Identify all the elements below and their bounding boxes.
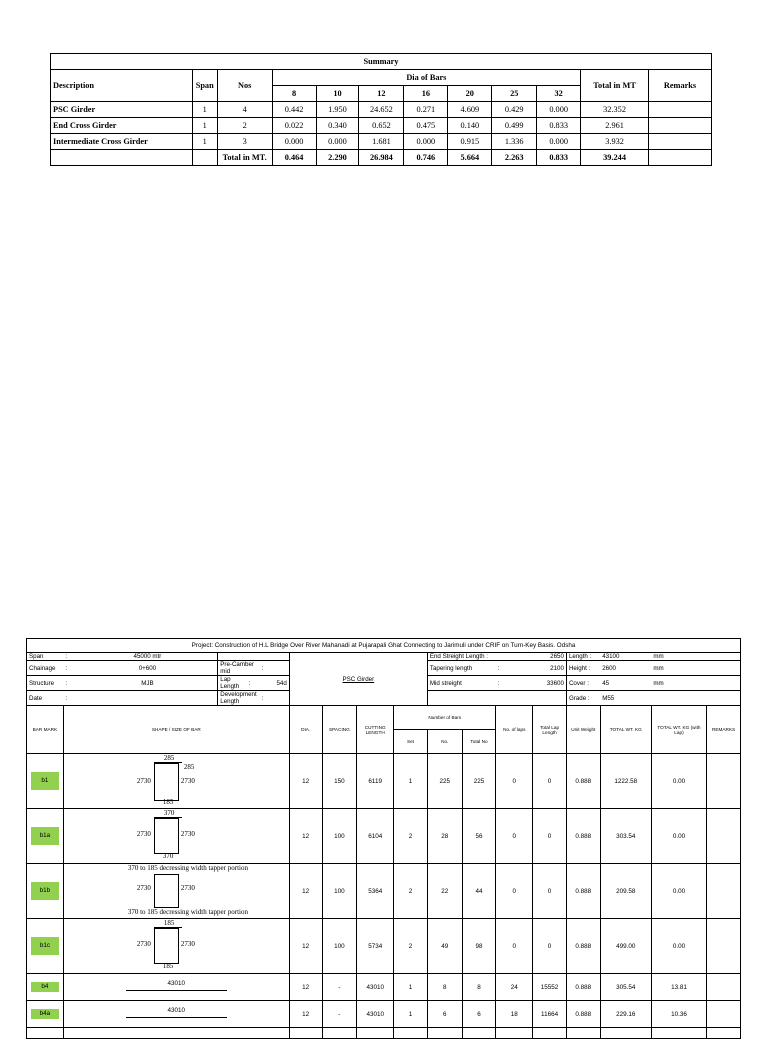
bar-set: 2 (394, 809, 428, 864)
bar-mark: b1c (27, 919, 64, 974)
info-sep: : (63, 653, 77, 661)
info-unit-grade (651, 691, 740, 706)
header-unit-weight: Unit Weight (566, 706, 600, 754)
bar-spacing: - (322, 1001, 357, 1028)
row-value: 24.652 (359, 102, 404, 118)
bar-laps: 0 (496, 864, 533, 919)
info-value-length: 43100 (600, 653, 651, 661)
bar-total-no: 225 (462, 754, 496, 809)
bar-remarks (707, 754, 741, 809)
bar-unit-weight: 0.888 (566, 754, 600, 809)
bar-mark: b4 (27, 974, 64, 1001)
total-row-value: 2.263 (492, 150, 537, 166)
bar-remarks (707, 1001, 741, 1028)
header-dia-of-bars: Dia of Bars (272, 70, 581, 86)
table-row (27, 809, 741, 864)
info-label-structure: Structure (27, 676, 64, 691)
info-label-end-streight: End Streight Length : (427, 653, 532, 661)
bar-shape: 370 to 185 decressing width tapper portion 2730 2730 370 to 185 decressing width tapper portion (63, 864, 289, 919)
info-value-grade: M55 (600, 691, 651, 706)
info-label-span: Span (27, 653, 64, 661)
row-description: Intermediate Cross Girder (51, 134, 193, 150)
header-nos: Nos (217, 70, 272, 102)
bar-total-wt-lap: 0.00 (651, 754, 706, 809)
info-row (27, 653, 741, 661)
bar-laps: 18 (496, 1001, 533, 1028)
total-row-blank (192, 150, 217, 166)
row-value: 0.140 (448, 118, 492, 134)
info-label-development-length: Development Length (218, 691, 260, 706)
dia-header: 20 (448, 86, 492, 102)
total-row-value: 2.290 (316, 150, 359, 166)
row-value: 0.000 (404, 134, 448, 150)
row-total: 2.961 (581, 118, 649, 134)
bar-no: 8 (427, 974, 462, 1001)
bar-lap-length: 11664 (533, 1001, 567, 1028)
row-value: 1.950 (316, 102, 359, 118)
table-row (27, 974, 741, 1001)
bar-unit-weight: 0.888 (566, 919, 600, 974)
dia-header: 16 (404, 86, 448, 102)
bar-total-no: 56 (462, 809, 496, 864)
summary-title-row (51, 54, 712, 70)
row-value: 0.000 (272, 134, 316, 150)
bar-cutting-length: 6104 (357, 809, 394, 864)
bar-total-wt: 499.00 (600, 919, 651, 974)
row-span: 1 (192, 118, 217, 134)
info-sep: : (496, 676, 533, 691)
bar-remarks (707, 809, 741, 864)
bar-no: 22 (427, 864, 462, 919)
bar-mark: b4a (27, 1001, 64, 1028)
total-row-blank (51, 150, 193, 166)
summary-row-psc-girder (51, 102, 712, 118)
row-nos: 2 (217, 118, 272, 134)
bbs-header-row (27, 706, 741, 730)
row-value: 4.609 (448, 102, 492, 118)
bar-total-no: 6 (462, 1001, 496, 1028)
total-row-value: 0.746 (404, 150, 448, 166)
info-sep: : (63, 691, 77, 706)
bar-dia: 12 (289, 864, 322, 919)
summary-row-intermediate-cross-girder (51, 134, 712, 150)
bar-mark: b1b (27, 864, 64, 919)
row-description: End Cross Girder (51, 118, 193, 134)
header-remarks: Remarks (649, 70, 712, 102)
row-value: 0.833 (537, 118, 581, 134)
summary-table (50, 53, 712, 166)
bar-spacing: 100 (322, 919, 357, 974)
info-label-chainage: Chainage (27, 661, 64, 676)
row-value: 0.022 (272, 118, 316, 134)
bar-total-no: 8 (462, 974, 496, 1001)
row-value: 0.000 (537, 134, 581, 150)
info-label-pre-camber: Pre-Camber mid (218, 661, 260, 676)
bar-total-wt-lap: 10.36 (651, 1001, 706, 1028)
info-label-blank (218, 653, 260, 661)
bar-set: 1 (394, 974, 428, 1001)
table-row (27, 1028, 741, 1039)
total-row-value: 0.833 (537, 150, 581, 166)
header-cutting-length: CUTTING LENGTH (357, 706, 394, 754)
total-row-remarks (649, 150, 712, 166)
total-row-value: 0.464 (272, 150, 316, 166)
info-sep: : (246, 676, 259, 691)
header-no: No. (427, 730, 462, 754)
row-span: 1 (192, 134, 217, 150)
info-value-mid-streight: 33600 (533, 676, 567, 691)
row-value: 0.000 (537, 102, 581, 118)
header-bar-mark: BAR MARK (27, 706, 64, 754)
row-nos: 4 (217, 102, 272, 118)
header-remarks: REMARKS (707, 706, 741, 754)
bar-cutting-length: 6119 (357, 754, 394, 809)
bar-laps: 0 (496, 809, 533, 864)
bar-shape: 185 2730 2730 185 (63, 919, 289, 974)
bar-mark: b1a (27, 809, 64, 864)
total-row-total: 39.244 (581, 150, 649, 166)
info-value-cover: 45 (600, 676, 651, 691)
info-value-height: 2600 (600, 661, 651, 676)
row-value: 0.340 (316, 118, 359, 134)
bar-spacing: 100 (322, 864, 357, 919)
info-label-date: Date (27, 691, 64, 706)
header-laps: No. of laps (496, 706, 533, 754)
bar-laps: 0 (496, 754, 533, 809)
bar-total-wt-lap: 0.00 (651, 864, 706, 919)
info-value-blank (260, 653, 290, 661)
info-unit-height: mm (651, 661, 740, 676)
header-spacing: SPACING (322, 706, 357, 754)
bar-lap-length: 0 (533, 919, 567, 974)
bar-shape: 285 285 2730 2730 185 (63, 754, 289, 809)
bar-total-no: 98 (462, 919, 496, 974)
info-value-structure: MJB (78, 676, 218, 691)
bar-shape: 370 2730 2730 370 (63, 809, 289, 864)
bar-set: 1 (394, 754, 428, 809)
bar-total-wt: 303.54 (600, 809, 651, 864)
row-nos: 3 (217, 134, 272, 150)
table-row (27, 754, 741, 809)
header-total: Total in MT (581, 70, 649, 102)
info-label-blank (427, 691, 566, 706)
info-sep: : (63, 661, 77, 676)
project-row (27, 639, 741, 653)
bar-total-wt: 209.58 (600, 864, 651, 919)
bar-lap-length: 15552 (533, 974, 567, 1001)
info-value-end-streight: 2650 (533, 653, 567, 661)
bar-dia: 12 (289, 919, 322, 974)
row-value: 0.915 (448, 134, 492, 150)
row-value: 1.681 (359, 134, 404, 150)
total-row-value: 5.664 (448, 150, 492, 166)
summary-title: Summary (51, 54, 712, 70)
bar-mark: b1 (27, 754, 64, 809)
header-shape: SHAPE / SIZE OF BAR (63, 706, 289, 754)
bar-lap-length: 0 (533, 754, 567, 809)
bar-dia: 12 (289, 974, 322, 1001)
row-value: 0.499 (492, 118, 537, 134)
row-remarks (649, 102, 712, 118)
dia-header: 12 (359, 86, 404, 102)
row-value: 0.429 (492, 102, 537, 118)
bar-remarks (707, 864, 741, 919)
dia-header: 8 (272, 86, 316, 102)
bar-no: 49 (427, 919, 462, 974)
bar-lap-length: 0 (533, 864, 567, 919)
info-sep: : (260, 661, 290, 676)
row-remarks (649, 134, 712, 150)
bar-total-wt-lap: 0.00 (651, 919, 706, 974)
summary-total-row (51, 150, 712, 166)
bar-total-wt: 305.54 (600, 974, 651, 1001)
header-total-wt-lap: TOTAL WT. KG (with Lap) (651, 706, 706, 754)
bar-lap-length: 0 (533, 809, 567, 864)
bar-shape: 43010 (63, 974, 289, 1001)
bar-dia: 12 (289, 754, 322, 809)
table-row (27, 1001, 741, 1028)
structure-title: PSC Girder (289, 653, 427, 706)
bar-unit-weight: 0.888 (566, 974, 600, 1001)
header-total-wt: TOTAL WT. KG (600, 706, 651, 754)
header-number-of-bars: Number of Bars (394, 706, 496, 730)
header-description: Description (51, 70, 193, 102)
row-total: 32.352 (581, 102, 649, 118)
bar-no: 28 (427, 809, 462, 864)
row-value: 1.336 (492, 134, 537, 150)
info-value-lap-length: 54d (260, 676, 290, 691)
dia-header: 10 (316, 86, 359, 102)
bar-cutting-length: 5364 (357, 864, 394, 919)
summary-header-row (51, 70, 712, 86)
info-label-length: Length : (566, 653, 600, 661)
bar-spacing: - (322, 974, 357, 1001)
bar-cutting-length: 43010 (357, 1001, 394, 1028)
bar-cutting-length: 43010 (357, 974, 394, 1001)
bar-no: 225 (427, 754, 462, 809)
info-label-height: Height : (566, 661, 600, 676)
info-sep: : (63, 676, 77, 691)
info-sep: : (260, 691, 290, 706)
bar-set: 2 (394, 864, 428, 919)
header-lap-length: Total Lap Length (533, 706, 567, 754)
info-value-date (78, 691, 218, 706)
bar-set: 1 (394, 1001, 428, 1028)
info-unit-cover: mm (651, 676, 740, 691)
header-span: Span (192, 70, 217, 102)
row-value: 0.000 (316, 134, 359, 150)
info-label-tapering: Tapering length (427, 661, 496, 676)
bar-shape: 43010 (63, 1001, 289, 1028)
info-label-mid-streight: Mid streight (427, 676, 496, 691)
row-total: 3.932 (581, 134, 649, 150)
total-row-label: Total in MT. (217, 150, 272, 166)
bar-no: 6 (427, 1001, 462, 1028)
row-span: 1 (192, 102, 217, 118)
dia-header: 32 (537, 86, 581, 102)
info-label-grade: Grade : (566, 691, 600, 706)
bar-unit-weight: 0.888 (566, 809, 600, 864)
bar-set: 2 (394, 919, 428, 974)
row-value: 0.475 (404, 118, 448, 134)
row-value: 0.652 (359, 118, 404, 134)
bar-total-wt: 1222.58 (600, 754, 651, 809)
bar-total-wt: 229.16 (600, 1001, 651, 1028)
info-value-tapering: 2100 (533, 661, 567, 676)
row-remarks (649, 118, 712, 134)
total-row-value: 26.984 (359, 150, 404, 166)
header-set: Set (394, 730, 428, 754)
bar-cutting-length: 5734 (357, 919, 394, 974)
info-value-chainage: 0+600 (78, 661, 218, 676)
bar-laps: 0 (496, 919, 533, 974)
bar-total-wt-lap: 0.00 (651, 809, 706, 864)
bar-bending-schedule (26, 638, 741, 1039)
table-row (27, 864, 741, 919)
info-value-span: 45000 mtr (78, 653, 218, 661)
bar-remarks (707, 919, 741, 974)
bar-laps: 24 (496, 974, 533, 1001)
bar-total-no: 44 (462, 864, 496, 919)
bar-total-wt-lap: 13.81 (651, 974, 706, 1001)
dia-header: 25 (492, 86, 537, 102)
row-description: PSC Girder (51, 102, 193, 118)
info-label-lap-length: Lap Length (218, 676, 247, 691)
bar-unit-weight: 0.888 (566, 1001, 600, 1028)
row-value: 0.271 (404, 102, 448, 118)
bar-unit-weight: 0.888 (566, 864, 600, 919)
bar-spacing: 100 (322, 809, 357, 864)
bar-dia: 12 (289, 809, 322, 864)
info-unit-length: mm (651, 653, 740, 661)
bar-dia: 12 (289, 1001, 322, 1028)
bar-spacing: 150 (322, 754, 357, 809)
table-row (27, 919, 741, 974)
summary-row-end-cross-girder (51, 118, 712, 134)
header-total-no: Total No (462, 730, 496, 754)
info-label-cover: Cover : (566, 676, 600, 691)
header-dia: DIA. (289, 706, 322, 754)
row-value: 0.442 (272, 102, 316, 118)
info-sep: : (496, 661, 533, 676)
project-title: Project: Construction of H.L Bridge Over River Mahanadi at Pujarapali Ghat Connecting to Jarimuli under CRIF on Turn-Key Basis. Odsha (27, 639, 741, 653)
bar-remarks (707, 974, 741, 1001)
